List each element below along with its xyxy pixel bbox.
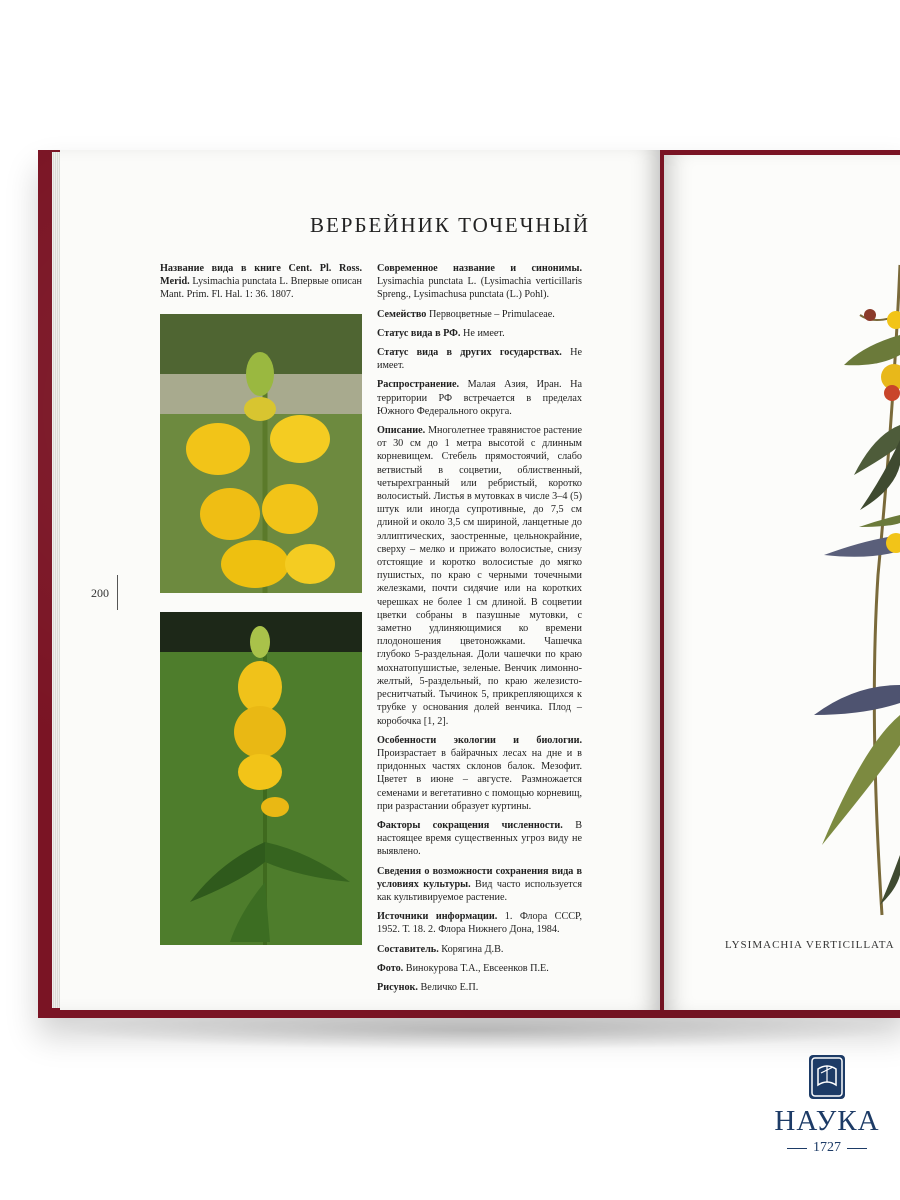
- book-name-text: Lysimachia punctata L. Впервые описан Mant. Prim. Fl. Hal. 1: 36. 1807.: [160, 276, 362, 301]
- botanical-illustration: [664, 155, 900, 1010]
- sources-paragraph: [377, 910, 582, 936]
- illustration-flower: [887, 311, 900, 329]
- book-emblem-icon: [809, 1055, 845, 1099]
- publisher-year-row: [772, 1140, 882, 1156]
- status-rf-label: Статус вида в РФ.: [377, 327, 461, 339]
- page-title: ВЕРБЕЙНИК ТОЧЕЧНЫЙ: [309, 213, 591, 237]
- ecology-paragraph: [377, 734, 582, 813]
- sources-label: Источники информации.: [377, 911, 498, 923]
- book-name-paragraph: [160, 262, 362, 302]
- drawing-credit-label: Рисунок.: [377, 981, 418, 993]
- status-other-paragraph: [377, 346, 582, 372]
- page-number-rule: [117, 575, 118, 610]
- decline-label: Факторы сокращения численности.: [377, 819, 563, 831]
- publisher-name: НАУКА: [774, 1105, 880, 1137]
- photo-credit-paragraph: [377, 962, 582, 975]
- description-label: Описание.: [377, 425, 426, 437]
- status-other-label: Статус вида в других государствах.: [377, 347, 562, 359]
- status-rf-paragraph: [377, 327, 582, 340]
- modern-name-text: Lysimachia punctata L. (Lysimachia verticillaris Spreng., Lysimachusa punctata (L.) Pohl).: [377, 276, 582, 301]
- year-rule-right: [847, 1148, 867, 1149]
- plant-photo-closeup: [160, 314, 362, 593]
- ecology-text: Произрастает в байрачных лесах на дне и в придонных частях склонов балок. Мезофит. Цветет в июне – августе. Размножается семенами и вегетативно с помощью корневищ, при разрастании образует куртины.: [377, 747, 582, 812]
- photo-credit-text: Винокурова Т.А., Евсеенков П.Е.: [405, 962, 549, 974]
- family-label: Семейство: [377, 308, 427, 320]
- illustration-leaf: [814, 685, 900, 715]
- illustration-leaf: [859, 515, 900, 527]
- family-text: Первоцветные – Primulaceae.: [428, 308, 555, 320]
- compiler-text: Корягина Д.В.: [441, 943, 504, 955]
- distribution-label: Распространение.: [377, 379, 460, 391]
- drawing-credit-text: Величко Е.П.: [420, 981, 479, 993]
- plant-photo-habit: [160, 612, 362, 945]
- compiler-paragraph: [377, 943, 582, 956]
- family-paragraph: [377, 308, 582, 321]
- modern-name-label: Современное название и синонимы.: [377, 263, 582, 274]
- compiler-label: Составитель.: [377, 943, 439, 955]
- publisher-year: 1727: [813, 1140, 841, 1155]
- illustration-bud: [864, 309, 876, 321]
- distribution-paragraph: [377, 378, 582, 418]
- conservation-text: Вид часто используется как культивируемое растение.: [377, 878, 583, 903]
- decline-paragraph: [377, 819, 582, 859]
- publisher-logo: [772, 1055, 882, 1156]
- illustration-leaf: [880, 855, 900, 905]
- illustration-leaf: [844, 335, 900, 365]
- modern-name-paragraph: [377, 262, 582, 302]
- description-paragraph: [377, 424, 582, 728]
- status-other-text: Не имеет.: [377, 347, 583, 372]
- status-rf-text: Не имеет.: [463, 327, 505, 339]
- flower-habit-image: [160, 612, 362, 945]
- decline-text: В настоящее время существенных угроз виду не выявлено.: [377, 819, 582, 858]
- illustration-flower: [884, 385, 900, 401]
- ecology-label: Особенности экологии и биологии.: [377, 734, 582, 746]
- right-text-column: [377, 262, 582, 1000]
- left-text-column: [160, 262, 362, 308]
- flower-closeup-image: [160, 314, 362, 593]
- conservation-label: Сведения о возможности сохранения вида в условиях культуры.: [377, 865, 582, 890]
- year-rule-left: [787, 1148, 807, 1149]
- page-number: 200: [91, 586, 109, 600]
- description-text: Многолетнее травянистое растение от 30 см до 1 метра высотой с длинным корневищем. Стебель прямостоячий, слабо ветвистый в соцветии, облиственный, четырехгранный или ребристый, коротко волосистый. Листья в мутовках в числе 3–4 (5) штук или иногда супротивные, до 7,5 см длиной и около 3,5 см шириной, ланцетные до эллиптических, заостренные, цельнокрайние, сверху – мелко и прижато волосистые, снизу отстоящие и коротко волосистые до мягко пушистых, по краю с черными точечными железками, почти сидячие или на коротких черешках не более 1 см длиной. В соцветии цветки собраны в пазушные мутовки, с заметно удлиняющимися ко времени плодоношения цветоножками. Чашечка глубоко 5-раздельная. Доли чашечки по краю мохнатопушистые, зеленые. Венчик лимонно-желтый, 5-раздельный, по краю железисто-реснитчатый. Тычинок 5, прикрепляющихся к трубке у основания долей венчика. Плод – коробочка [1, 2].: [377, 425, 582, 727]
- distribution-text: Малая Азия, Иран. На территории РФ встречается в пределах Южного Федерального округа.: [377, 379, 582, 417]
- illustration-caption: LYSIMACHIA VERTICILLATA: [725, 939, 895, 951]
- illustration-leaf: [822, 715, 900, 845]
- sources-text: 1. Флора СССР, 1952. Т. 18. 2. Флора Нижнего Дона, 1984.: [377, 911, 582, 936]
- book-name-label: Название вида в книге Cent. Pl. Ross. Merid.: [160, 263, 362, 288]
- drawing-credit-paragraph: [377, 981, 582, 994]
- right-page: [664, 155, 900, 1010]
- photo-credit-label: Фото.: [377, 962, 404, 974]
- conservation-paragraph: [377, 865, 582, 905]
